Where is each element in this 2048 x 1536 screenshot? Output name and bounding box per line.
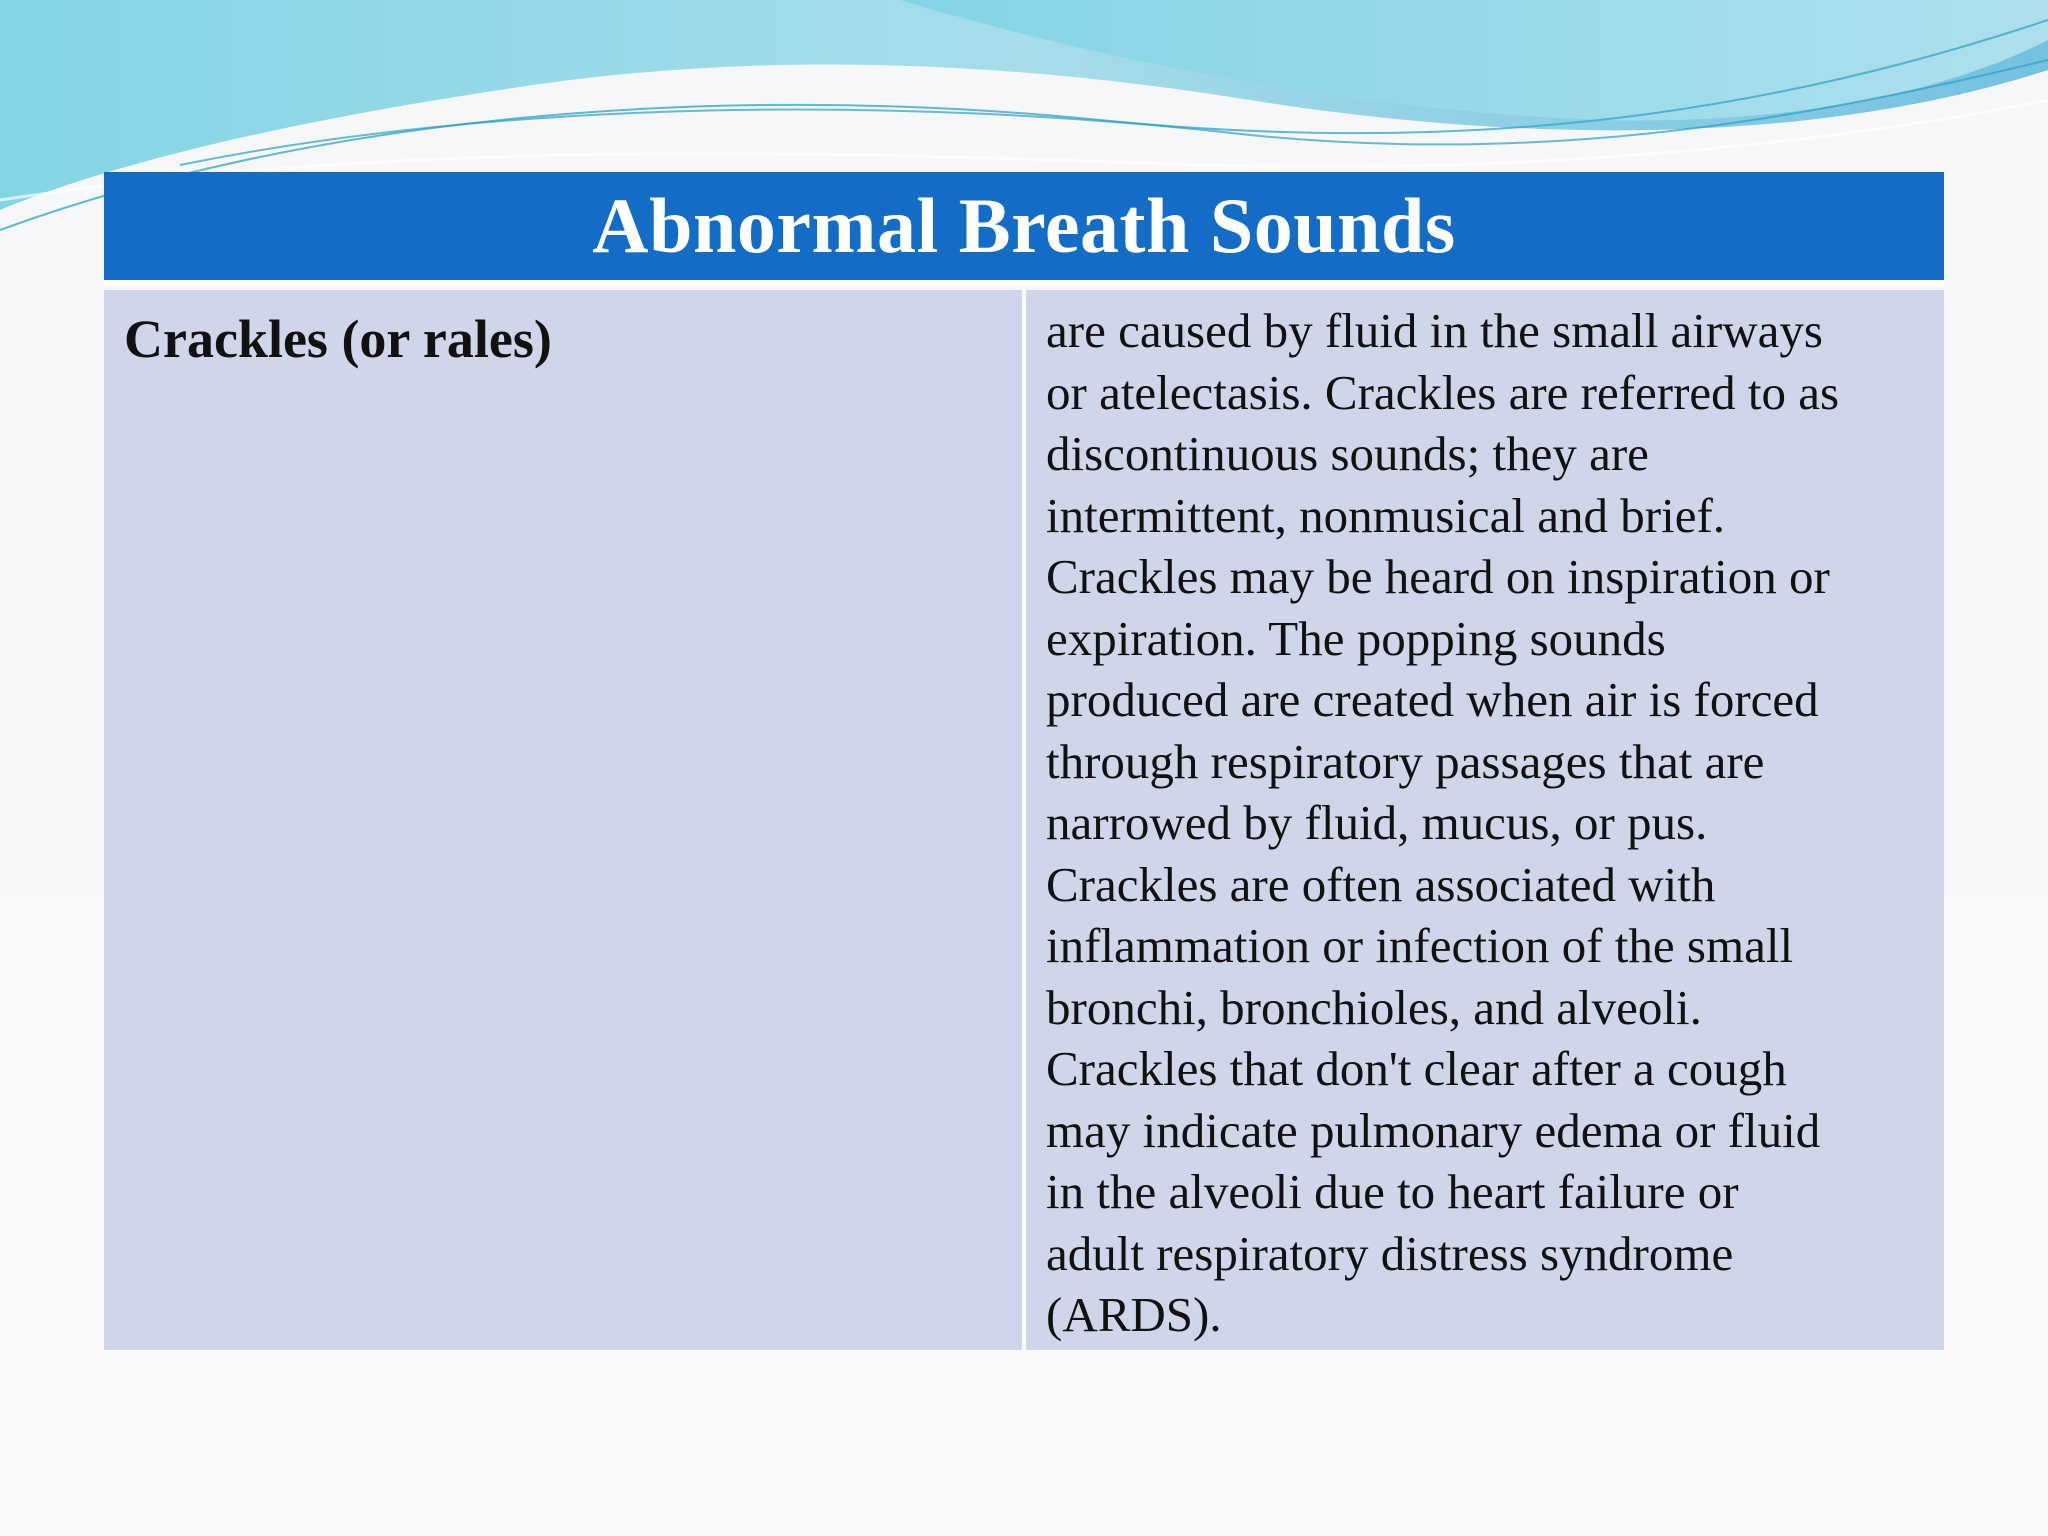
description-text (1046, 300, 1926, 1346)
content-table (104, 172, 1944, 1350)
description-cell (1026, 290, 1944, 1350)
description-line: may indicate pulmonary edema or fluid (1046, 1102, 1821, 1158)
description-line: Crackles are often associated with (1046, 856, 1716, 912)
title-bar (104, 172, 1944, 286)
table-row (104, 290, 1944, 1350)
description-line: bronchi, bronchioles, and alveoli. (1046, 979, 1702, 1035)
term-label: Crackles (or rales) (124, 309, 552, 369)
description-line: discontinuous sounds; they are (1046, 426, 1649, 481)
description-line: expiration. The popping sounds (1046, 610, 1666, 666)
description-line: are caused by fluid in the small airways (1046, 303, 1823, 358)
description-line: in the alveoli due to heart failure or (1046, 1164, 1739, 1219)
description-line: Crackles that don't clear after a cough (1046, 1041, 1787, 1096)
description-line: adult respiratory distress syndrome (1046, 1225, 1734, 1281)
description-line: through respiratory passages that are (1046, 733, 1765, 789)
description-line: or atelectasis. Crackles are referred to as (1046, 364, 1840, 420)
description-line: (ARDS). (1046, 1287, 1222, 1342)
description-line: Crackles may be heard on inspiration or (1046, 549, 1830, 604)
slide-title: Abnormal Breath Sounds (592, 182, 1456, 269)
description-line: intermittent, nonmusical and brief. (1046, 487, 1726, 543)
description-line: inflammation or infection of the small (1046, 918, 1794, 973)
term-cell (104, 290, 1022, 1350)
description-line: produced are created when air is forced (1046, 672, 1819, 727)
description-line: narrowed by fluid, mucus, or pus. (1046, 795, 1708, 850)
